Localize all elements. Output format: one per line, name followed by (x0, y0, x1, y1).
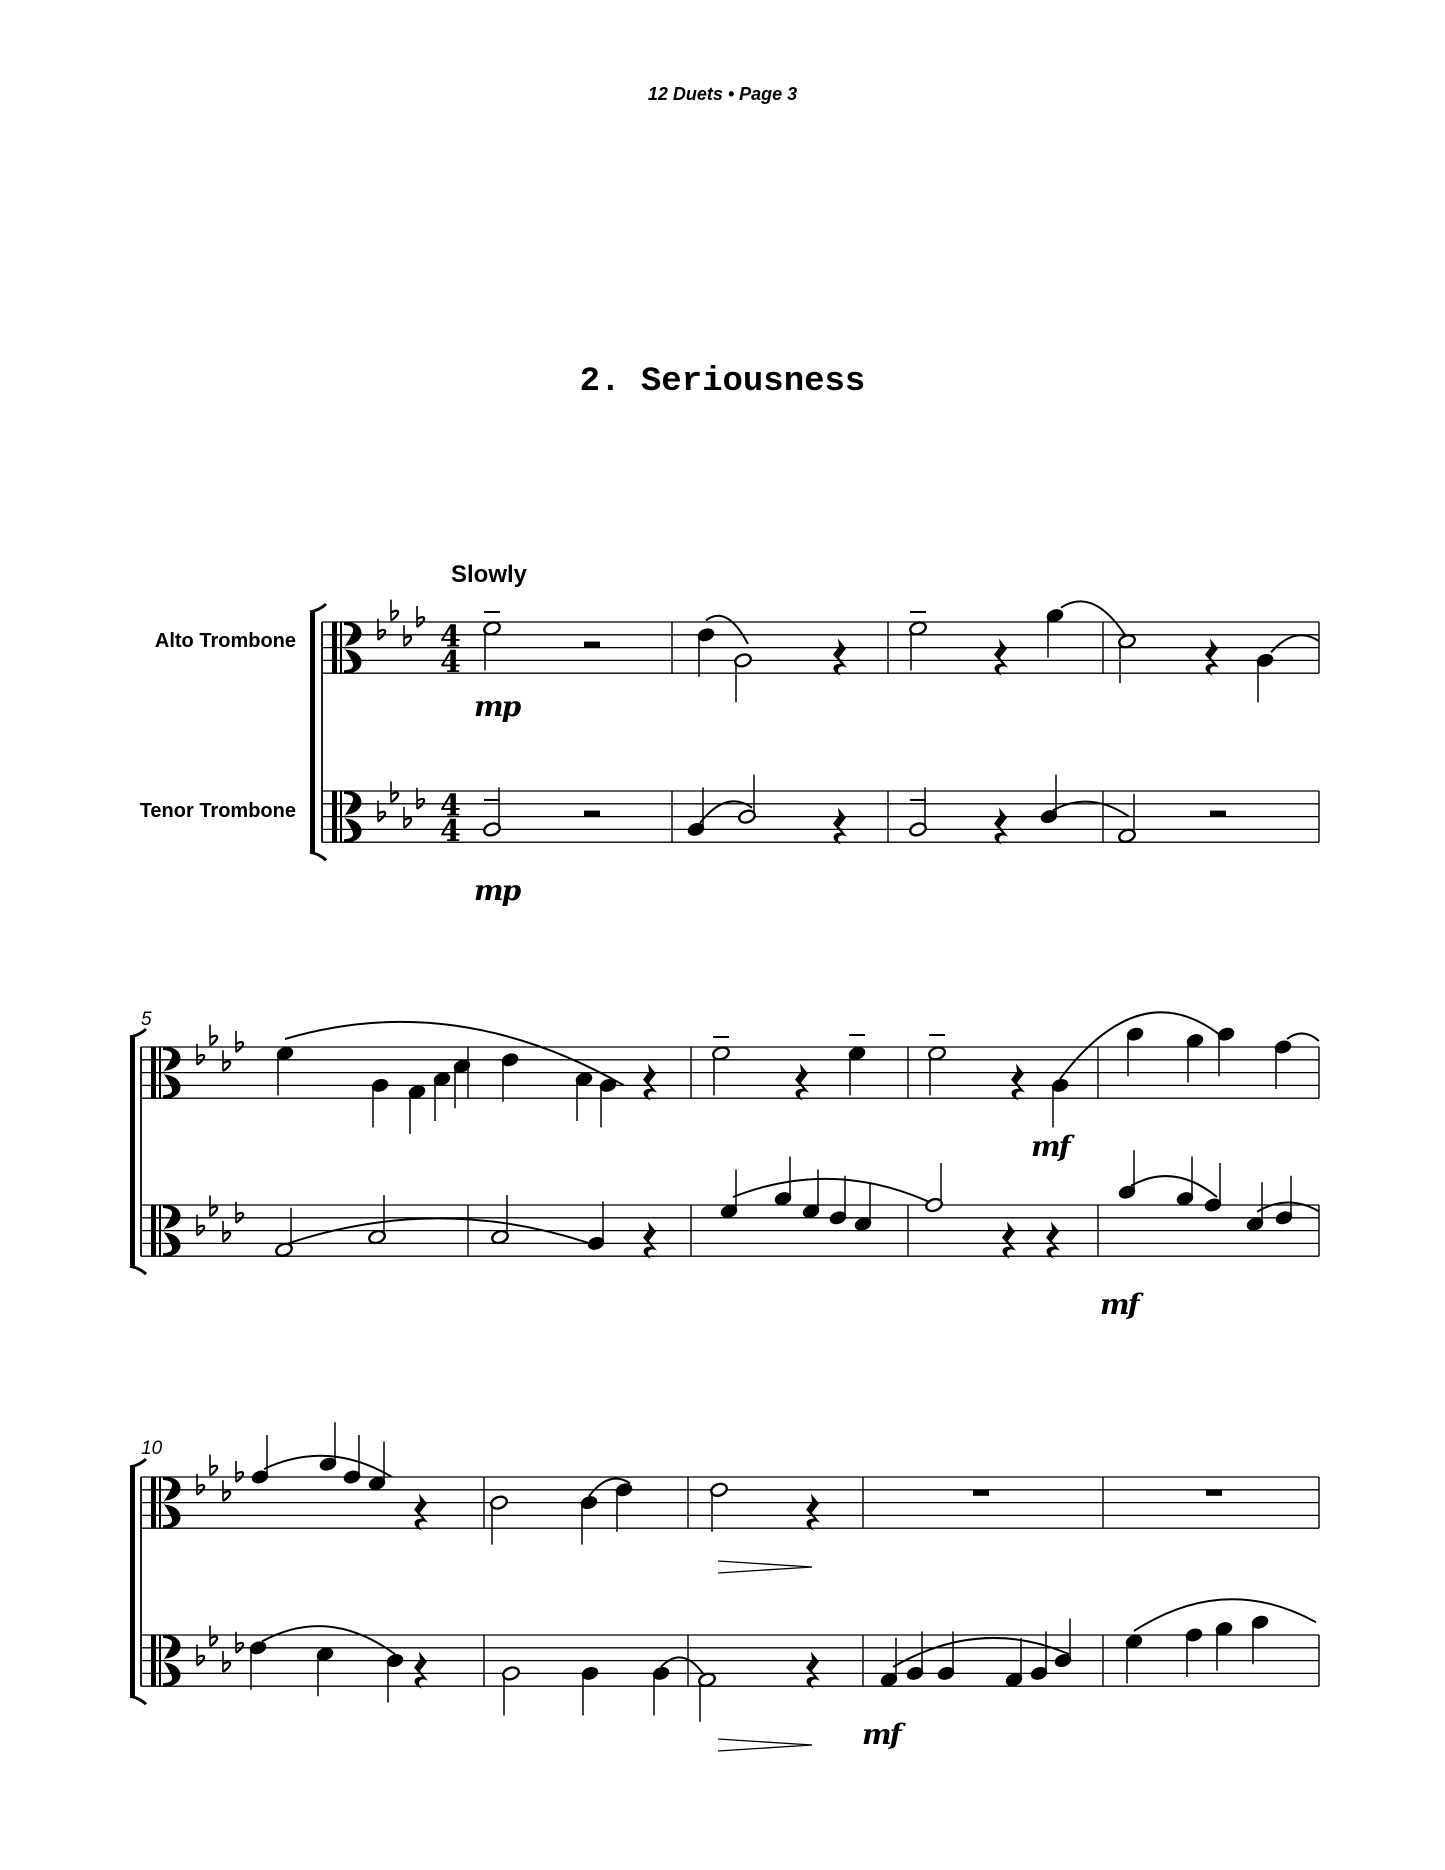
time-signature-numerator: 4 (440, 619, 461, 655)
slur (1257, 1202, 1319, 1211)
slur (1287, 1033, 1319, 1041)
system-bracket (310, 612, 315, 852)
flat-icon (210, 1466, 217, 1476)
time-signature-denominator: 4 (440, 645, 461, 681)
quarter-rest (833, 639, 847, 676)
flat-icon (391, 611, 398, 621)
bracket-hook (130, 1696, 146, 1704)
flat-icon (391, 793, 398, 803)
flat-icon (223, 1232, 230, 1242)
clef-bar (151, 1635, 156, 1686)
dynamic-tenor-m9: mf (1100, 1288, 1138, 1321)
dynamic-tenor-m13: mf (862, 1718, 900, 1751)
quarter-rest (1205, 639, 1219, 676)
half-rest (1210, 811, 1226, 817)
clef-bar (159, 1477, 161, 1528)
diminuendo-hairpin (718, 1739, 812, 1751)
clef-bar (159, 1635, 161, 1686)
clef-bar (340, 622, 342, 673)
dynamic-alto-m8: mf (1031, 1130, 1069, 1163)
tempo-marking: Slowly (451, 561, 528, 588)
whole-rest (973, 1490, 989, 1496)
quarter-rest (795, 1064, 809, 1101)
slur (1271, 635, 1319, 652)
quarter-rest (1011, 1064, 1025, 1101)
quarter-rest (1002, 1222, 1016, 1259)
measure-number-system-3: 10 (141, 1438, 163, 1459)
clef-bar (151, 1047, 156, 1098)
bracket-hook (310, 604, 326, 612)
flat-icon (223, 1061, 230, 1071)
flat-icon (223, 1662, 230, 1672)
flat-icon (404, 818, 411, 828)
system-bracket (130, 1467, 135, 1696)
quarter-rest (414, 1652, 428, 1689)
diminuendo-hairpin (718, 1561, 812, 1573)
quarter-rest (414, 1494, 428, 1531)
dynamic-tenor-m1: mp (474, 874, 520, 907)
clef-bar (159, 1205, 161, 1256)
flat-icon (210, 1036, 217, 1046)
clef-bar (340, 791, 342, 842)
instrument-label-alto: Alto Trombone (154, 630, 296, 652)
dynamic-alto-m1: mp (474, 690, 520, 723)
running-header: 12 Duets • Page 3 (647, 84, 798, 104)
bracket-hook (310, 852, 326, 860)
piece-title: 2. Seriousness (579, 363, 866, 401)
measure-number-system-2: 5 (141, 1009, 152, 1030)
quarter-rest (994, 639, 1008, 676)
bracket-hook (130, 1029, 146, 1037)
flat-icon (404, 636, 411, 646)
quarter-rest (833, 808, 847, 845)
system-bracket (130, 1037, 135, 1266)
clef-bar (151, 1477, 156, 1528)
bracket-hook (130, 1459, 146, 1467)
clef-bar (332, 791, 337, 842)
clef-bar (151, 1205, 156, 1256)
quarter-rest (643, 1222, 657, 1259)
slur (733, 1179, 936, 1205)
half-rest (584, 811, 600, 817)
instrument-label-tenor: Tenor Trombone (139, 800, 296, 822)
quarter-rest (994, 808, 1008, 845)
whole-rest (1206, 1490, 1222, 1496)
bracket-hook (130, 1266, 146, 1274)
flat-icon (210, 1207, 217, 1217)
quarter-rest (1046, 1222, 1060, 1259)
time-signature-denominator: 4 (440, 814, 461, 850)
flat-icon (210, 1637, 217, 1647)
quarter-rest (806, 1494, 820, 1531)
quarter-rest (806, 1652, 820, 1689)
quarter-rest (643, 1064, 657, 1101)
slur (1131, 1176, 1217, 1197)
slur (893, 1638, 1069, 1667)
clef-bar (159, 1047, 161, 1098)
clef-bar (332, 622, 337, 673)
time-signature-numerator: 4 (440, 788, 461, 824)
half-rest (584, 642, 600, 648)
flat-icon (223, 1491, 230, 1501)
